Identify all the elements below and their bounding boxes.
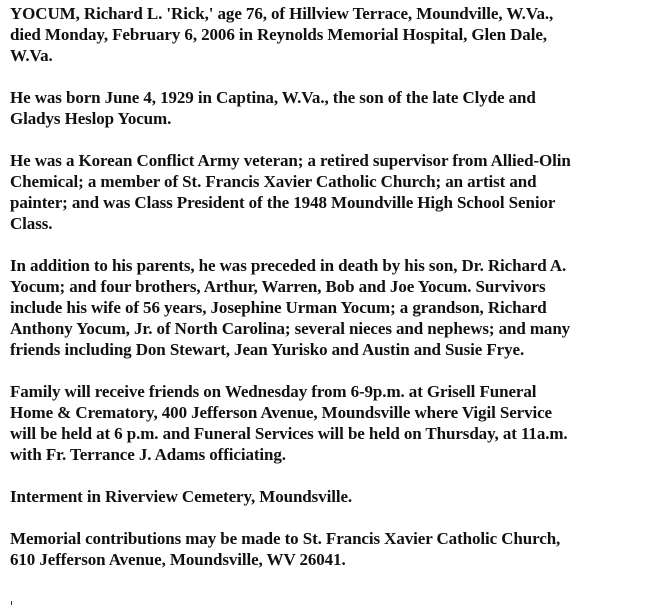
text-line: In addition to his parents, he was preceded in death by his son, Dr. Richard A.	[10, 256, 567, 275]
text-line: He was born June 4, 1929 in Captina, W.Va., the son of the late Clyde and	[10, 88, 536, 107]
text-line: Memorial contributions may be made to St. Francis Xavier Catholic Church,	[10, 529, 561, 548]
text-cursor-mark	[11, 601, 12, 605]
text-line: He was a Korean Conflict Army veteran; a retired supervisor from Allied-Olin	[10, 151, 571, 170]
obituary-document	[10, 3, 658, 591]
text-line: died Monday, February 6, 2006 in Reynolds Memorial Hospital, Glen Dale,	[10, 25, 547, 44]
text-line: painter; and was Class President of the 1948 Moundville High School Senior	[10, 193, 556, 212]
paragraph-death-notice	[10, 3, 658, 66]
paragraph-memorial	[10, 528, 658, 570]
text-line: Home & Crematory, 400 Jefferson Avenue, Moundsville where Vigil Service	[10, 403, 553, 422]
text-line: YOCUM, Richard L. 'Rick,' age 76, of Hillview Terrace, Moundville, W.Va.,	[10, 4, 554, 23]
paragraph-interment	[10, 486, 658, 507]
paragraph-career	[10, 150, 658, 234]
text-line: include his wife of 56 years, Josephine Urman Yocum; a grandson, Richard	[10, 298, 547, 317]
paragraph-birth	[10, 87, 658, 129]
text-line: Yocum; and four brothers, Arthur, Warren, Bob and Joe Yocum. Survivors	[10, 277, 546, 296]
paragraph-services	[10, 381, 658, 465]
text-line: 610 Jefferson Avenue, Moundsville, WV 26041.	[10, 550, 346, 569]
text-line: friends including Don Stewart, Jean Yurisko and Austin and Susie Frye.	[10, 340, 525, 359]
text-line: will be held at 6 p.m. and Funeral Services will be held on Thursday, at 11a.m.	[10, 424, 568, 443]
text-line: Family will receive friends on Wednesday from 6-9p.m. at Grisell Funeral	[10, 382, 537, 401]
text-line: Gladys Heslop Yocum.	[10, 109, 172, 128]
text-line: Class.	[10, 214, 53, 233]
paragraph-family	[10, 255, 658, 360]
text-line: Chemical; a member of St. Francis Xavier Catholic Church; an artist and	[10, 172, 537, 191]
text-line: Interment in Riverview Cemetery, Moundsville.	[10, 487, 353, 506]
text-line: with Fr. Terrance J. Adams officiating.	[10, 445, 286, 464]
text-line: Anthony Yocum, Jr. of North Carolina; several nieces and nephews; and many	[10, 319, 571, 338]
text-line: W.Va.	[10, 46, 53, 65]
